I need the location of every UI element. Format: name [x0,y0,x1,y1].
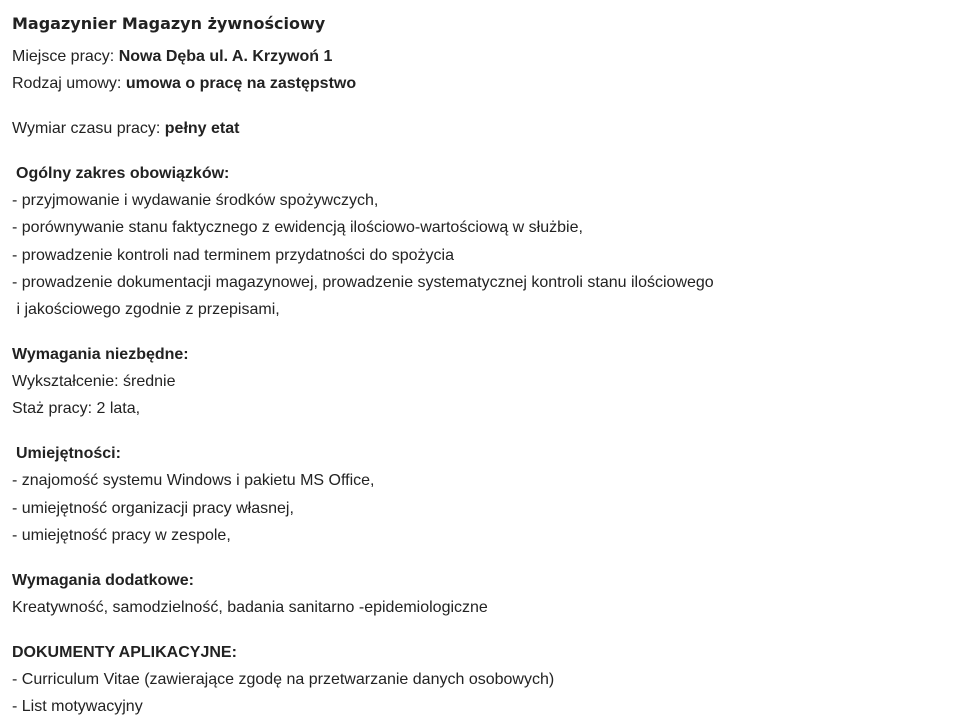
worktime-label: Wymiar czasu pracy: [12,120,165,137]
duty-item: - prowadzenie dokumentacji magazynowej, prowadzenie systematycznej kontroli stanu ilościowego [12,274,714,291]
location-row [12,46,332,68]
contract-label: Rodzaj umowy: [12,75,126,92]
requirements-heading: Wymagania niezbędne: [12,346,189,363]
contract-value: umowa o pracę na zastępstwo [125,75,357,92]
requirement-item: Wykształcenie: średnie [12,373,176,390]
skills-heading: Umiejętności: [16,445,121,462]
duty-item: - przyjmowanie i wydawanie środków spożywczych, [12,192,379,209]
skill-item: - umiejętność organizacji pracy własnej, [12,500,294,517]
skill-item: - znajomość systemu Windows i pakietu MS Office, [12,472,375,489]
contract-row [12,73,356,95]
worktime-value: pełny etat [164,120,240,137]
location-label: Miejsce pracy: [12,48,119,65]
duty-item: - porównywanie stanu faktycznego z ewidencją ilościowo-wartościową w służbie, [12,219,583,236]
documents-heading: DOKUMENTY APLIKACYJNE: [12,644,237,661]
duty-item-continuation: i jakościowego zgodnie z przepisami, [12,301,280,318]
location-value: Nowa Dęba ul. A. Krzywoń 1 [118,48,333,65]
duties-heading: Ogólny zakres obowiązków: [16,165,230,182]
requirement-item: Staż pracy: 2 lata, [12,400,141,417]
document-item: - Curriculum Vitae (zawierające zgodę na przetwarzanie danych osobowych) [12,671,555,688]
worktime-row [12,118,239,140]
additional-heading: Wymagania dodatkowe: [12,572,194,589]
document-item: - List motywacyjny [12,698,143,715]
job-title: Magazynier Magazyn żywnościowy [12,14,326,33]
skill-item: - umiejętność pracy w zespole, [12,527,231,544]
additional-text: Kreatywność, samodzielność, badania sanitarno -epidemiologiczne [12,599,488,616]
duty-item: - prowadzenie kontroli nad terminem przydatności do spożycia [12,247,454,264]
